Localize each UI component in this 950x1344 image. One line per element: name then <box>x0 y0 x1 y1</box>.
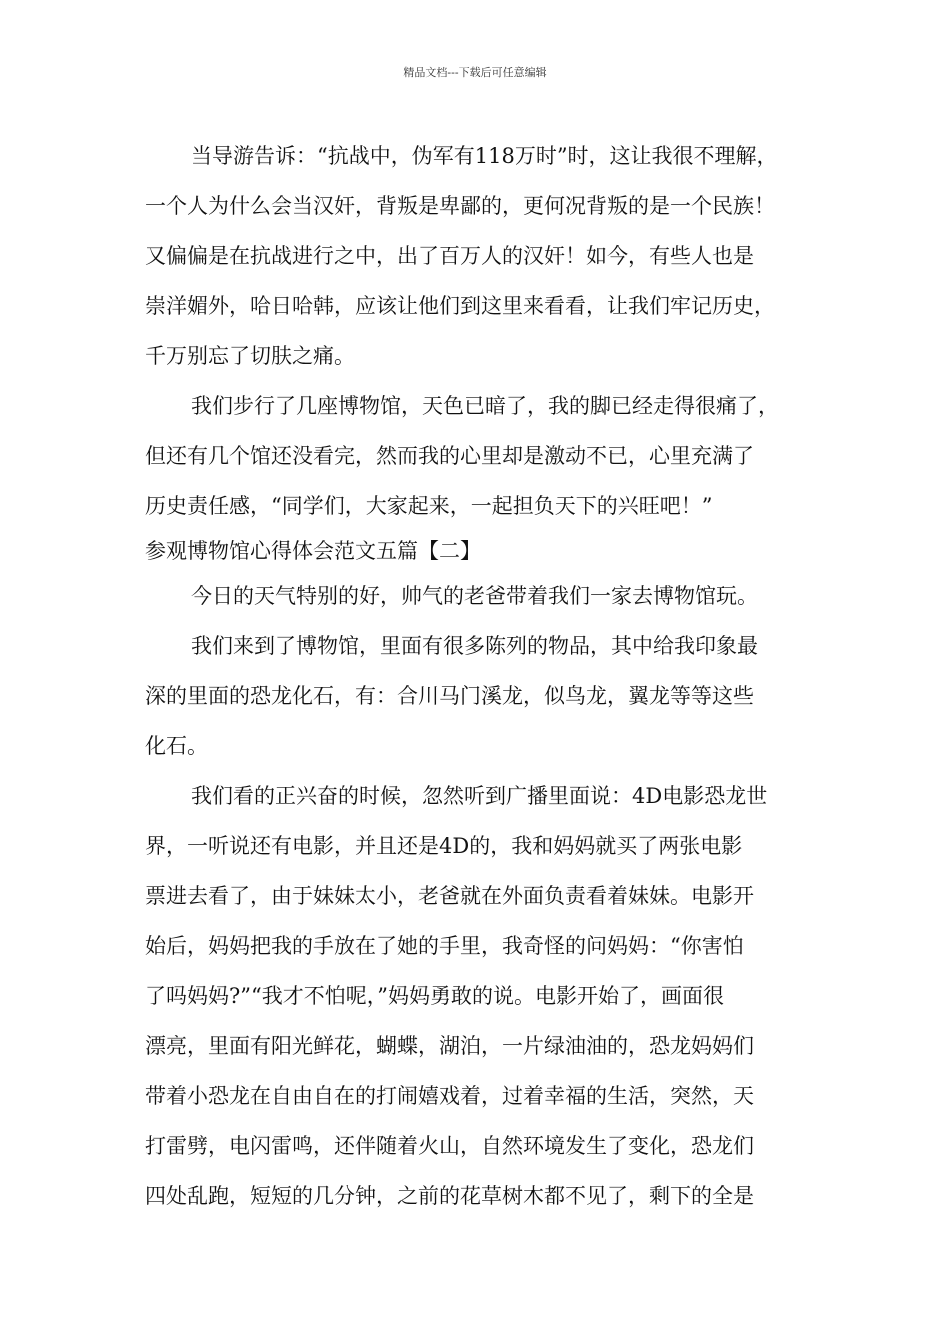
text-line: 崇洋媚外，哈日哈韩，应该让他们到这里来看看，让我们牢记历史， <box>145 294 775 318</box>
text-line: 漂亮，里面有阳光鲜花，蝴蝶，湖泊，一片绿油油的，恐龙妈妈们 <box>145 1034 754 1058</box>
text-line: 历史责任感，“同学们，大家起来，一起担负天下的兴旺吧！” <box>145 494 713 518</box>
text-line: 又偏偏是在抗战进行之中，出了百万人的汉奸！如今，有些人也是 <box>145 244 754 268</box>
paragraph <box>145 131 810 381</box>
paragraph <box>145 381 810 531</box>
text-line: 了吗妈妈?”“我才不怕呢，”妈妈勇敢的说。电影开始了，画面很 <box>145 984 724 1008</box>
text-line: 始后，妈妈把我的手放在了她的手里，我奇怪的问妈妈：“你害怕 <box>145 934 744 958</box>
text-line: 当导游告诉：“抗战中，伪军有118万时”时，这让我很不理解， <box>191 144 778 168</box>
text-line: 带着小恐龙在自由自在的打闹嬉戏着，过着幸福的生活，突然，天 <box>145 1084 754 1108</box>
document-body <box>145 131 810 1221</box>
text-line: 化石。 <box>145 734 208 758</box>
text-line: 界，一听说还有电影，并且还是4D的，我和妈妈就买了两张电影 <box>145 834 743 858</box>
text-line: 票进去看了，由于妹妹太小，老爸就在外面负责看着妹妹。电影开 <box>145 884 754 908</box>
section-heading: 参观博物馆心得体会范文五篇【二】 <box>145 539 481 563</box>
text-line: 深的里面的恐龙化石，有：合川马门溪龙，似鸟龙，翼龙等等这些 <box>145 684 754 708</box>
text-line: 四处乱跑，短短的几分钟，之前的花草树木都不见了，剩下的全是 <box>145 1184 754 1208</box>
page-header: 精品文档---下载后可任意编辑 <box>403 66 547 79</box>
text-line: 我们来到了博物馆，里面有很多陈列的物品，其中给我印象最 <box>191 634 758 658</box>
paragraph <box>145 621 810 771</box>
text-line: 但还有几个馆还没看完，然而我的心里却是激动不已，心里充满了 <box>145 444 754 468</box>
paragraph <box>145 571 810 621</box>
text-line: 打雷劈，电闪雷鸣，还伴随着火山，自然环境发生了变化，恐龙们 <box>145 1134 754 1158</box>
text-line: 我们步行了几座博物馆，天色已暗了，我的脚已经走得很痛了， <box>191 394 779 418</box>
paragraph <box>145 771 810 1221</box>
text-line: 一个人为什么会当汉奸，背叛是卑鄙的，更何况背叛的是一个民族！ <box>145 194 775 218</box>
text-line: 千万别忘了切肤之痛。 <box>145 344 355 368</box>
text-line: 今日的天气特别的好，帅气的老爸带着我们一家去博物馆玩。 <box>191 584 758 608</box>
text-line: 我们看的正兴奋的时候，忽然听到广播里面说：4D电影恐龙世 <box>191 784 768 808</box>
